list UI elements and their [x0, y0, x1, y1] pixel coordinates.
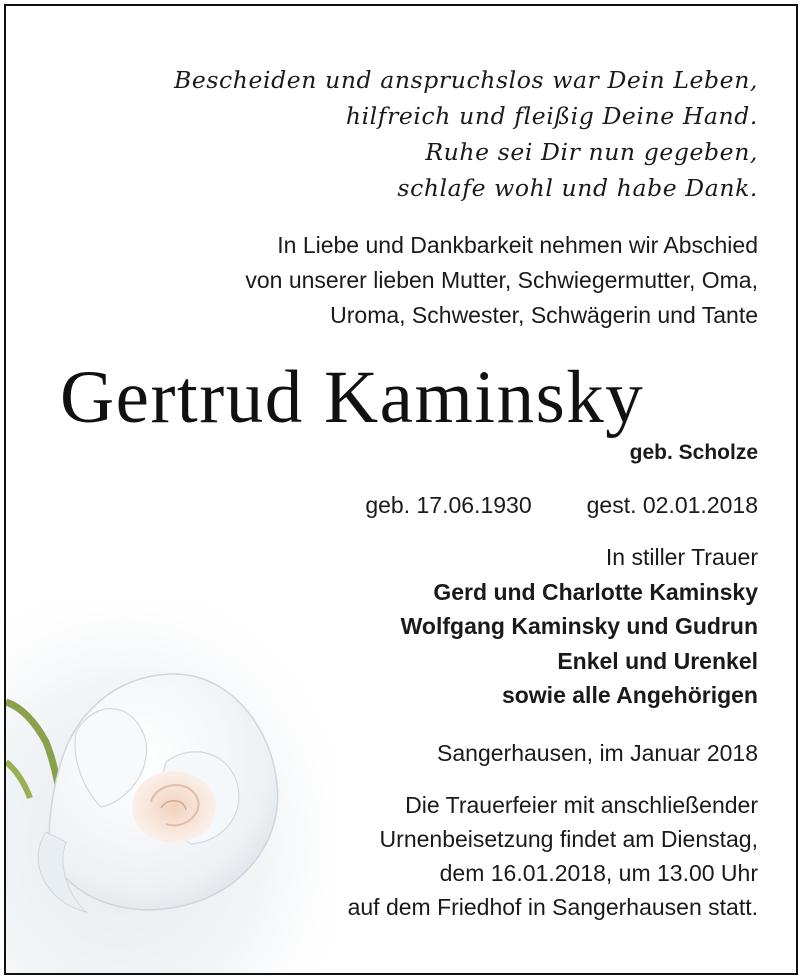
- deceased-name: Gertrud Kaminsky: [60, 356, 645, 439]
- maiden-name: geb. Scholze: [629, 441, 758, 464]
- ceremony-line: dem 16.01.2018, um 13.00 Uhr: [439, 860, 758, 886]
- place-date: Sangerhausen, im Januar 2018: [437, 740, 758, 766]
- intro-line: Uroma, Schwester, Schwägerin und Tante: [330, 302, 758, 328]
- poem-line: Bescheiden und anspruchslos war Dein Leben,: [173, 66, 758, 94]
- mourner-name: Enkel und Urenkel: [557, 647, 758, 674]
- ceremony-line: auf dem Friedhof in Sangerhausen statt.: [347, 894, 758, 920]
- intro-line: von unserer lieben Mutter, Schwiegermutter, Oma,: [245, 267, 758, 293]
- ceremony-info: [348, 788, 758, 924]
- intro-text: [245, 228, 758, 333]
- obituary-card: [4, 4, 798, 975]
- poem-line: schlafe wohl und habe Dank.: [397, 174, 758, 202]
- poem-line: hilfreich und fleißig Deine Hand.: [345, 102, 758, 130]
- life-dates: [365, 490, 758, 520]
- mourner-name: Wolfgang Kaminsky und Gudrun: [400, 613, 758, 639]
- mourner-name: Gerd und Charlotte Kaminsky: [433, 578, 758, 605]
- poem-line: Ruhe sei Dir nun gegeben,: [425, 138, 758, 166]
- mourners: [401, 540, 758, 713]
- death-date: gest. 02.01.2018: [586, 492, 758, 518]
- mourners-heading: In stiller Trauer: [605, 544, 758, 570]
- poem: [174, 62, 758, 206]
- mourner-name: sowie alle Angehörigen: [501, 682, 758, 708]
- birth-date: geb. 17.06.1930: [365, 492, 532, 518]
- ceremony-line: Urnenbeisetzung findet am Dienstag,: [379, 826, 758, 852]
- white-rose-icon: [6, 602, 336, 973]
- intro-line: In Liebe und Dankbarkeit nehmen wir Abschied: [277, 232, 758, 258]
- ceremony-line: Die Trauerfeier mit anschließender: [405, 792, 758, 818]
